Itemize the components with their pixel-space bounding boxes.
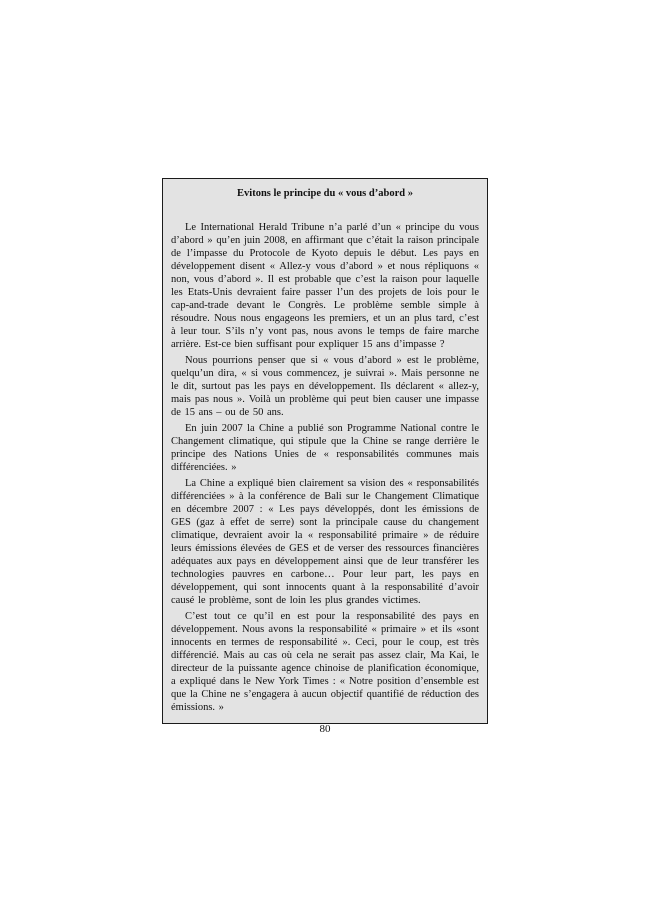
paragraph: La Chine a expliqué bien clairement sa vision des « responsabilités différenciées » à la conférence de Bali sur le Changement Climatique en décembre 2007 : « Les pays développés, dont les émissions de GES (gaz à effet de serre) sont la principale cause du changement climatique, devraient avoir la « responsabilité primaire » de réduire leurs émissions élevées de GES et de verser des ressources financières adéquates aux pays en développement ainsi que de leur transférer les technologies pauvres en carbone… Pour leur part, les pays en développement, qui sont innocents quant à la responsabilité d’avoir causé le problème, sont de loin les plus grandes victimes. — [171, 478, 479, 606]
paragraph: C’est tout ce qu’il en est pour la responsabilité des pays en développement. Nous avons la responsabilité « primaire » et ils «sont innocents en termes de responsabilité ». Ceci, pour le coup, est très différencié. Mais au cas où cela ne serait pas assez clair, Ma Kai, le directeur de la puissante agence chinoise de planification économique, a expliqué dans le New York Times : « Notre position d’ensemble est que la Chine ne s’engagera à aucun objectif quantifié de réduction des émissions. » — [171, 611, 479, 713]
paragraph: Le International Herald Tribune n’a parlé d’un « principe du vous d’abord » qu’en juin 2008, en affirmant que c’était la raison principale de l’impasse du Protocole de Kyoto depuis le début. Les pays en développement disent « Allez-y vous d’abord » et nous répliquons « non, vous d’abord ». Il est probable que c’est la raison pour laquelle les Etats-Unis devraient faire passer l’un des projets de lois pour le cap-and-trade devant le Congrès. Le problème semble simple à résoudre. Nous nous engageons les premiers, et un an plus tard, c’est à leur tour. S’ils n’y vont pas, nous avons le temps de faire marche arrière. Est-ce bien suffisant pour expliquer 15 ans d’impasse ? — [171, 222, 479, 350]
paragraph: En juin 2007 la Chine a publié son Programme National contre le Changement climatique, qui stipule que la Chine se range derrière le principe des Nations Unies de « responsabilités communes mais différenciées. » — [171, 423, 479, 473]
box-title: Evitons le principe du « vous d’abord » — [237, 188, 413, 199]
paragraph: Nous pourrions penser que si « vous d’abord » est le problème, quelqu’un dira, « si vous commencez, je suivrai ». Mais personne ne le dit, surtout pas les pays en développement. Ils déclarent « allez-y, mais pas nous ». Voilà un problème qui peut bien causer une impasse de 15 ans – ou de 50 ans. — [171, 355, 479, 418]
page-number: 80 — [319, 723, 331, 735]
sidebar-text-box — [162, 178, 488, 724]
